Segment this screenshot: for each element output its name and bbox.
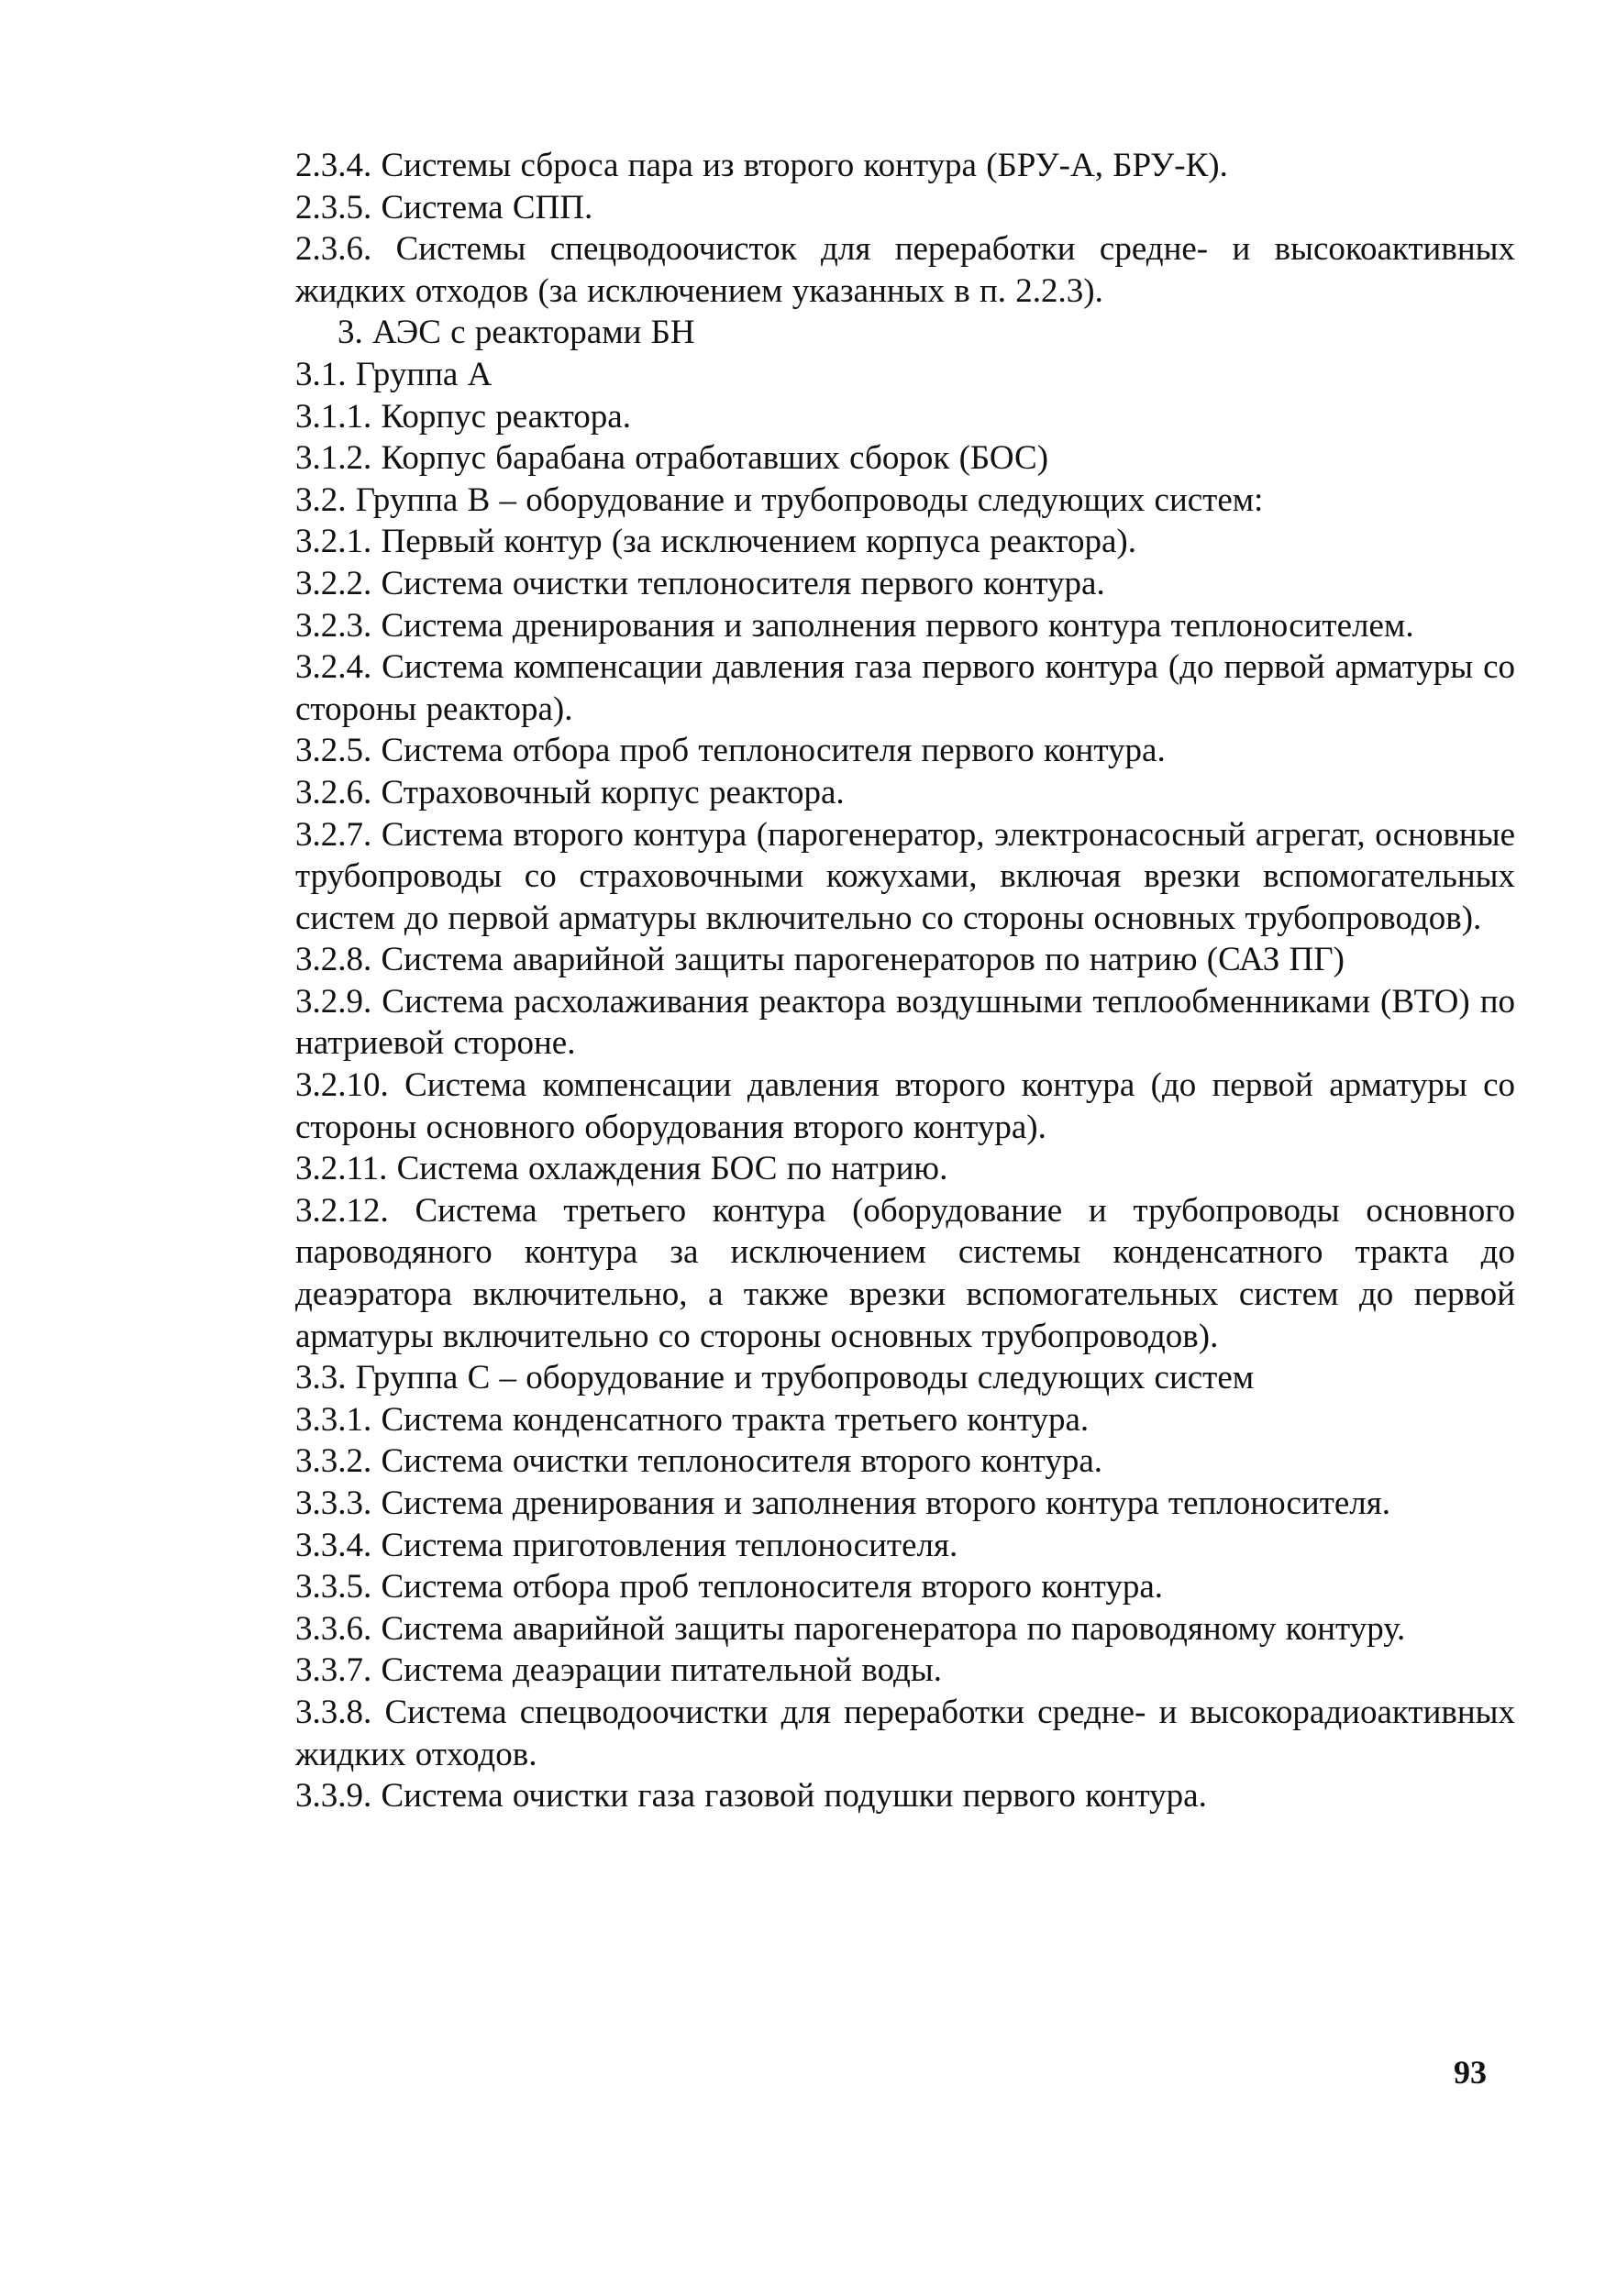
paragraph-3-3-2: 3.3.2. Система очистки теплоносителя второго контура. (295, 1442, 1103, 1481)
paragraph-3-2-5: 3.2.5. Система отбора проб теплоносителя первого контура. (295, 732, 1166, 770)
paragraph-3-1-2: 3.1.2. Корпус барабана отработавших сборок (БОС) (295, 439, 1049, 478)
paragraph-3-3: 3.3. Группа С – оборудование и трубопроводы следующих систем (295, 1359, 1255, 1397)
paragraph-3-3-3: 3.3.3. Система дренирования и заполнения второго контура теплоносителя. (295, 1485, 1391, 1522)
page-number: 93 (1454, 2054, 1487, 2091)
paragraph-3-2-12: 3.2.12. Система третьего контура (оборудование и трубопроводы основного пароводяного контура за исключением системы конденсатного тракта до деаэратора включительно, а также врезки вспомогательных систем до первой арматуры включительно со стороны основных трубопроводов). (295, 1191, 1515, 1355)
paragraph-3-2-3: 3.2.3. Система дренирования и заполнения первого контура теплоносителем. (295, 606, 1414, 645)
paragraph-3-3-5: 3.3.5. Система отбора проб теплоносителя второго контура. (295, 1568, 1163, 1606)
paragraph-3-1-1: 3.1.1. Корпус реактора. (295, 397, 631, 436)
paragraph-3-2: 3.2. Группа В – оборудование и трубопроводы следующих систем: (295, 480, 1264, 519)
paragraph-3-3-7: 3.3.7. Система деаэрации питательной воды. (295, 1651, 942, 1690)
document-body (295, 145, 1515, 1817)
paragraph-3-2-1: 3.2.1. Первый контур (за исключением корпуса реактора). (295, 523, 1136, 561)
paragraph-3-2-8: 3.2.8. Система аварийной защиты парогенераторов по натрию (САЗ ПГ) (295, 941, 1345, 979)
paragraph-3-2-2: 3.2.2. Система очистки теплоносителя первого контура. (295, 564, 1105, 602)
paragraph-3-2-9: 3.2.9. Система расхолаживания реактора воздушными теплообменниками (ВТО) по натриевой стороне. (295, 982, 1515, 1063)
paragraph-3-3-9: 3.3.9. Система очистки газа газовой подушки первого контура. (295, 1777, 1207, 1816)
paragraph-3-2-7: 3.2.7. Система второго контура (парогенератор, электронасосный агрегат, основные трубопроводы со страховочными кожухами, включая врезки вспомогательных систем до первой арматуры включительно со стороны основных трубопроводов). (295, 815, 1515, 937)
paragraph-2-3-5: 2.3.5. Система СПП. (295, 188, 593, 226)
paragraph-3-2-10: 3.2.10. Система компенсации давления второго контура (до первой арматуры со стороны основного оборудования второго контура). (295, 1066, 1515, 1146)
paragraph-2-3-4: 2.3.4. Системы сброса пара из второго контура (БРУ-А, БРУ-К). (295, 147, 1228, 184)
paragraph-3-3-8: 3.3.8. Система спецводоочистки для переработки средне- и высокорадиоактивных жидких отходов. (295, 1693, 1515, 1773)
paragraph-3-2-6: 3.2.6. Страховочный корпус реактора. (295, 773, 845, 811)
paragraph-3-3-4: 3.3.4. Система приготовления теплоносителя. (295, 1526, 958, 1564)
paragraph-3-3-6: 3.3.6. Система аварийной защиты парогенератора по пароводяному контуру. (295, 1609, 1406, 1648)
paragraph-3-3-1: 3.3.1. Система конденсатного тракта третьего контура. (295, 1400, 1090, 1439)
paragraph-3-2-4: 3.2.4. Система компенсации давления газа первого контура (до первой арматуры со стороны реактора). (295, 648, 1515, 728)
paragraph-2-3-6: 2.3.6. Системы спецводоочисток для переработки средне- и высокоактивных жидких отходов (за исключением указанных в п. 2.2.3). (295, 230, 1515, 310)
paragraph-3-1: 3.1. Группа А (295, 355, 493, 393)
paragraph-3-2-11: 3.2.11. Система охлаждения БОС по натрию. (295, 1150, 948, 1188)
section-heading-3: 3. АЭС с реакторами БН (338, 314, 695, 352)
